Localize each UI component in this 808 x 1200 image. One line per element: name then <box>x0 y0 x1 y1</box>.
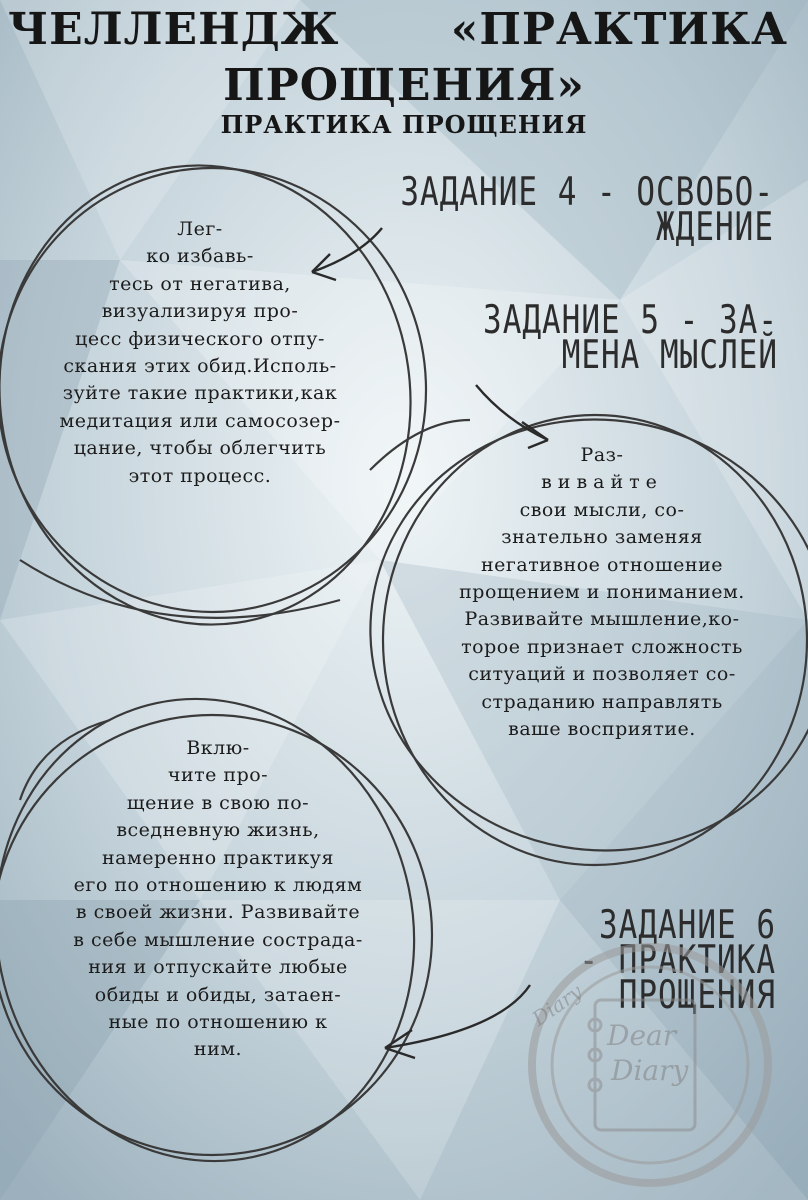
p1-line: Лег- <box>177 218 223 240</box>
p1-line: скания этих обид.Исполь- <box>63 355 337 378</box>
p2-line: Развивайте мышление,ко- <box>464 608 740 631</box>
p2-line: свои мысли, со- <box>519 498 685 521</box>
p2-line: торое признает сложность <box>461 635 743 658</box>
p1-line: визуализируя про- <box>101 300 299 323</box>
task-4-line-1: ЗАДАНИЕ 4 - ОСВОБО- <box>400 170 774 215</box>
p2-line: вивайте <box>541 471 663 494</box>
task-6-line-1: ЗАДАНИЕ 6 <box>599 903 776 948</box>
title-line2: ПРОЩЕНИЯ» <box>223 60 585 111</box>
watermark-line2: Diary <box>611 1054 689 1087</box>
dear-diary-watermark <box>515 930 785 1190</box>
p3-line: ния и отпускайте любые <box>88 956 348 979</box>
p1-line: этот процесс. <box>128 464 272 487</box>
p1-line: цесс физического отпу- <box>75 327 325 350</box>
p1-line: цание, чтобы облегчить <box>73 437 327 460</box>
title-line1-right: «ПРАКТИКА <box>450 4 788 55</box>
p2-line: знательно заменяя <box>501 526 703 549</box>
task-6-line-3: ПРОЩЕНИЯ <box>618 973 776 1018</box>
p3-line: обиды и обиды, затаен- <box>94 983 342 1006</box>
task-4-heading <box>400 170 774 250</box>
paragraph-task-6 <box>26 735 410 1064</box>
p1-line: медитация или самосозер- <box>59 409 341 432</box>
p3-line: намеренно практикуя <box>102 846 334 869</box>
p2-line: ситуаций и позволяет со- <box>468 663 736 686</box>
task-5-line-2: МЕНА МЫСЛЕЙ <box>561 333 778 378</box>
p2-line: Раз- <box>580 444 624 466</box>
paragraph-task-5 <box>410 442 794 743</box>
p2-line: прощением и пониманием. <box>459 581 745 604</box>
p3-line: Вклю- <box>186 737 250 759</box>
p3-line: в себе мышление сострада- <box>73 928 363 951</box>
watermark-line1: Dear <box>607 1019 677 1052</box>
p2-line: страданию направлять <box>481 690 723 713</box>
watermark-ring-text: Diary <box>527 979 587 1031</box>
title-line1-left: ЧЕЛЛЕНДЖ <box>8 4 340 55</box>
p3-line: в своей жизни. Развивайте <box>75 901 361 924</box>
p2-line: ваше восприятие. <box>508 718 696 741</box>
subtitle: ПРАКТИКА ПРОЩЕНИЯ <box>220 110 588 139</box>
p3-line: щение в свою по- <box>126 791 310 814</box>
p1-line: зуйте такие практики,как <box>62 382 338 405</box>
p1-line: тесь от негатива, <box>109 272 291 295</box>
p1-line: ко избавь- <box>146 245 254 268</box>
p3-line: ним. <box>193 1038 243 1061</box>
p3-line: чите про- <box>167 764 269 787</box>
task-5-line-1: ЗАДАНИЕ 5 - ЗА- <box>483 298 778 343</box>
p3-line: ные по отношению к <box>108 1011 328 1034</box>
p3-line: вседневную жизнь, <box>116 819 320 842</box>
task-4-line-2: ЖДЕНИЕ <box>656 205 774 250</box>
p2-line: негативное отношение <box>481 553 723 576</box>
paragraph-task-4 <box>8 216 392 490</box>
task-6-line-2: - ПРАКТИКА <box>579 938 776 983</box>
p3-line: его по отношению к людям <box>73 874 363 897</box>
task-5-heading <box>483 298 778 378</box>
